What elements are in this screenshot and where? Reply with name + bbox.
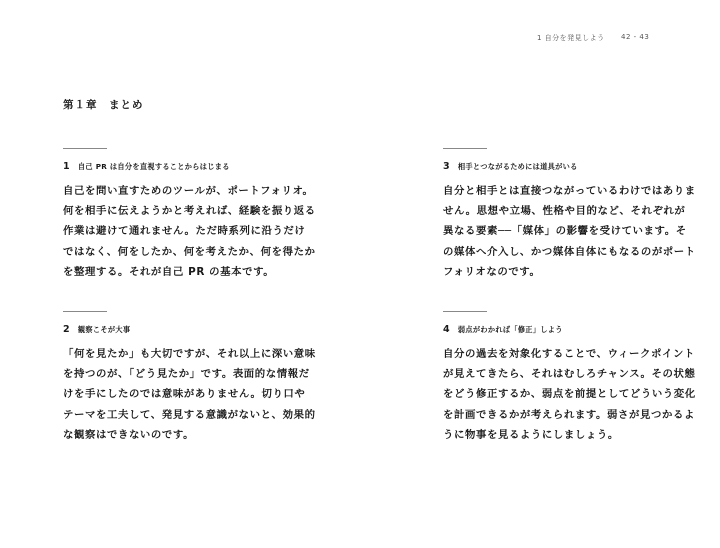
body-line: な観察はできないのです。: [63, 428, 195, 441]
body-line: 「何を見たか」も大切ですが、それ以上に深い意味: [63, 348, 316, 360]
body-line: せん。思想や立場、性格や目的など、それぞれが: [443, 205, 686, 218]
body-line: 作業は避けて通れません。ただ時系列に沿うだけ: [63, 225, 306, 238]
section-number: 4: [443, 324, 450, 335]
section-heading: [443, 161, 693, 172]
section-heading: [63, 161, 313, 172]
body-line: 自分の過去を対象化することで、ウィークポイント: [443, 348, 695, 360]
body-line: 何を相手に伝えようかと考えれば、経験を振り返る: [63, 205, 316, 218]
section-title: 弱点がわかれば「修正」しよう: [457, 325, 563, 334]
section-number: 1: [63, 161, 70, 172]
chapter-title: 第１章 まとめ: [63, 99, 144, 111]
section-divider: [443, 311, 487, 312]
section-divider: [63, 148, 107, 149]
body-line: が見えてきたら、それはむしろチャンス。その状態: [443, 368, 696, 381]
summary-section-1: [63, 148, 316, 282]
body-line: うに物事を見るようにしましょう。: [443, 428, 619, 441]
body-line: を計画できるかが考えられます。弱さが見つかるよ: [443, 408, 695, 421]
section-heading: [443, 324, 693, 335]
body-line: けを手にしたのでは意味がありません。切り口や: [63, 388, 306, 401]
body-line: を持つのが、「どう見たか」です。表面的な情報だ: [63, 368, 310, 381]
body-line: 自分と相手とは直接つながっているわけではありま: [443, 185, 696, 197]
body-line: 自己を問い直すためのツールが、ポートフォリオ。: [63, 185, 314, 197]
page-numbers: 42 - 43: [621, 33, 650, 41]
section-title: 観察こそが大事: [77, 325, 131, 334]
section-title: 自己 PR は自分を直視することからはじまる: [77, 162, 230, 171]
running-head: [537, 33, 650, 43]
body-line: を整理する。それが自己 PR の基本です。: [63, 265, 275, 278]
section-divider: [63, 311, 107, 312]
section-number: 3: [443, 161, 450, 172]
summary-section-4: [443, 311, 696, 445]
summary-section-2: [63, 311, 316, 445]
body-line: をどう修正するか、弱点を前提としてどういう変化: [443, 388, 696, 401]
body-line: 異なる要素──「媒体」の影響を受けています。そ: [443, 225, 687, 238]
section-title: 相手とつながるためには道具がいる: [457, 162, 578, 171]
section-heading: [63, 324, 313, 335]
body-line: テーマを工夫して、発見する意識がないと、効果的: [63, 408, 316, 421]
section-number: 2: [63, 324, 70, 335]
body-line: フォリオなのです。: [443, 265, 541, 278]
section-divider: [443, 148, 487, 149]
body-line: の媒体へ介入し、かつ媒体自体にもなるのがポート: [443, 245, 696, 258]
running-head-chapter: 1 自分を発見しよう: [537, 34, 605, 42]
body-line: ではなく、何をしたか、何を考えたか、何を得たか: [63, 245, 316, 258]
summary-section-3: [443, 148, 696, 282]
